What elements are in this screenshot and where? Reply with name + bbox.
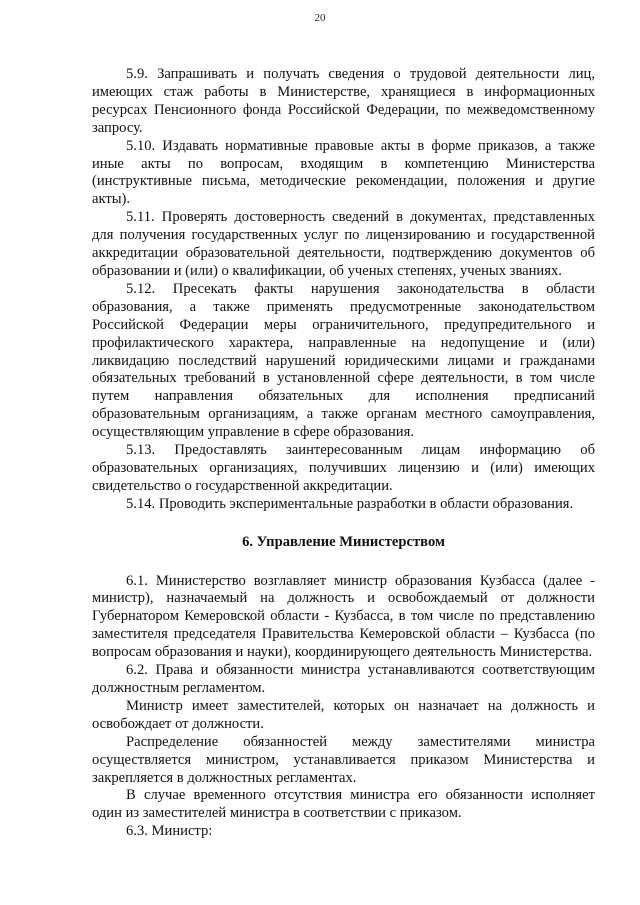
page-number: 20 xyxy=(314,12,326,24)
section-title: 6. Управление Министерством xyxy=(242,533,445,550)
paragraph-5-12: 5.12. Пресекать факты нарушения законодательства в области образования, а также применять предусмотренные законодательством Российской Федерации меры ограничительного, предупредительного и профилактического характера, направленные на недопущение и (или) ликвидацию последствий нарушений юридическими лицами и гражданами обязательных требований в установленной сфере деятельности, в том числе путем направления обязательных для исполнения предписаний образовательным организациям, а также органам местного самоуправления, осуществляющим управление в сфере образования. xyxy=(92,280,595,441)
paragraph-6-3: 6.3. Министр: xyxy=(126,823,213,840)
paragraph-deputies: Министр имеет заместителей, которых он назначает на должность и освобождает от должности. xyxy=(92,697,595,732)
paragraph-5-10: 5.10. Издавать нормативные правовые акты в форме приказов, а также иные акты по вопросам, входящим в компетенцию Министерства (инструктивные письма, методические рекомендации, положения и другие акты). xyxy=(92,137,595,208)
paragraph-6-2: 6.2. Права и обязанности министра устанавливаются соответствующим должностным регламентом. xyxy=(92,662,595,696)
paragraph-5-14: 5.14. Проводить экспериментальные разработки в области образования. xyxy=(126,495,574,512)
paragraph-5-9: 5.9. Запрашивать и получать сведения о трудовой деятельности лиц, имеющих стаж работы в Министерстве, хранящиеся в информационных ресурсах Пенсионного фонда Российской Федерации, по межведомственному запросу. xyxy=(92,66,595,136)
paragraph-5-13: 5.13. Предоставлять заинтересованным лицам информацию об образовательных организациях, получивших лицензию и (или) имеющих свидетельство о государственной аккредитации. xyxy=(92,442,595,494)
paragraph-absence: В случае временного отсутствия министра его обязанности исполняет один из заместителей министра в соответствии с приказом. xyxy=(92,787,595,822)
paragraph-5-11: 5.11. Проверять достоверность сведений в документах, представленных для получения государственных услуг по лицензированию и государственной аккредитации образовательной деятельности, подтверждению документов об образовании и (или) о квалификации, об ученых степенях, ученых званиях. xyxy=(92,209,595,279)
paragraph-6-1: 6.1. Министерство возглавляет министр образования Кузбасса (далее - министр), назначаемый на должность и освобождаемый от должности Губернатором Кемеровской области - Кузбасса, в том числе по представлению заместителя председателя Правительства Кемеровской области – Кузбасса (по вопросам образования и науки), координирующего деятельность Министерства. xyxy=(92,572,595,661)
paragraph-distribution: Распределение обязанностей между заместителями министра осуществляется министром, устанавливается приказом Министерства и закрепляется в должностных регламентах. xyxy=(92,733,595,786)
document-body xyxy=(92,66,595,841)
